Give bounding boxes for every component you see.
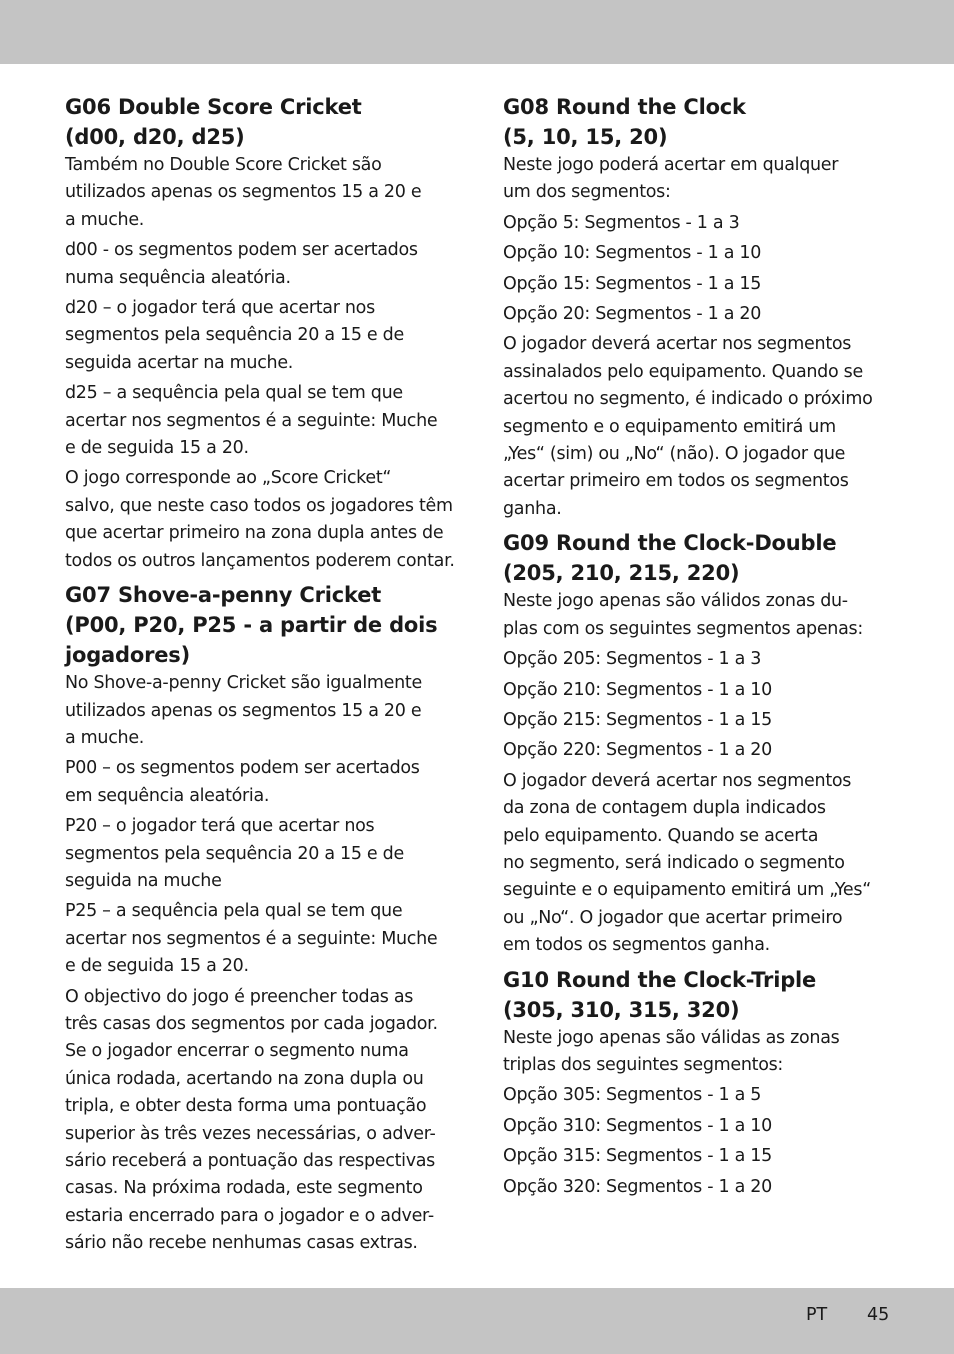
paragraph: P00 – os segmentos podem ser acertados em sequência aleatória. [65, 758, 420, 806]
paragraph: O jogador deverá acertar nos segmentos da zona de contagem dupla indicados pelo equipamento. Quando se acerta no segmento, será indicado o segmento seguinte e o equipamento emitirá um „Yes“ ou „No“. O jogador que acertar primeiro em todos os segmentos ganha. [503, 770, 871, 956]
option-line: Opção 10: Segmentos - 1 a 10 [503, 243, 762, 264]
left-column [65, 92, 457, 1263]
section-g08 [503, 92, 895, 523]
paragraph: O objectivo do jogo é preencher todas as três casas dos segmentos por cada jogador. Se o jogador encerrar o segmento numa única rodada, acertando na zona dupla ou tripla, e obter desta forma uma pontuação superior às três vezes necessárias, o adver- sário receberá a pontuação das respectivas casas. Na próxima rodada, este segmento estaria encerrado para o jogador e o adver- sário não recebe nenhumas casas extras. [65, 986, 438, 1254]
paragraph: No Shove-a-penny Cricket são igualmente utilizados apenas os segmentos 15 a 20 e a muche. [65, 673, 422, 748]
option-line: Opção 315: Segmentos - 1 a 15 [503, 1146, 772, 1167]
option-line: Opção 215: Segmentos - 1 a 15 [503, 709, 772, 730]
paragraph: d25 – a sequência pela qual se tem que acertar nos segmentos é a seguinte: Muche e de seguida 15 a 20. [65, 383, 438, 459]
section-title: G09 Round the Clock-Double (205, 210, 215, 220) [503, 531, 837, 586]
paragraph: O jogo corresponde ao „Score Cricket“ salvo, que neste caso todos os jogadores têm que acertar primeiro na zona dupla antes de todos os outros lançamentos poderem contar. [65, 468, 455, 571]
option-line: Opção 305: Segmentos - 1 a 5 [503, 1085, 762, 1106]
option-line: Opção 220: Segmentos - 1 a 20 [503, 740, 772, 761]
option-line: Opção 15: Segmentos - 1 a 15 [503, 273, 762, 294]
paragraph: O jogador deverá acertar nos segmentos assinalados pelo equipamento. Quando se acertou no segmento, é indicado o próximo segmento e o equipamento emitirá um „Yes“ (sim) ou „No“ (não). O jogador que acertar primeiro em todos os segmentos ganha. [503, 334, 873, 519]
section-g09 [503, 528, 895, 959]
section-title: G10 Round the Clock-Triple (305, 310, 315, 320) [503, 967, 817, 1022]
paragraph: Neste jogo apenas são válidas as zonas triplas dos seguintes segmentos: [503, 1027, 840, 1075]
option-line: Opção 205: Segmentos - 1 a 3 [503, 649, 762, 670]
page-number: 45 [867, 1305, 890, 1325]
header-band [0, 0, 954, 64]
option-line: Opção 210: Segmentos - 1 a 10 [503, 679, 772, 700]
paragraph: P20 – o jogador terá que acertar nos segmentos pela sequência 20 a 15 e de seguida na muche [65, 816, 404, 891]
paragraph: d20 – o jogador terá que acertar nos segmentos pela sequência 20 a 15 e de seguida acertar na muche. [65, 298, 404, 373]
section-g07 [65, 580, 457, 1258]
option-line: Opção 320: Segmentos - 1 a 20 [503, 1176, 772, 1197]
option-line: Opção 5: Segmentos - 1 a 3 [503, 212, 740, 233]
right-column [503, 92, 895, 1206]
paragraph: Também no Double Score Cricket são utilizados apenas os segmentos 15 a 20 e a muche. [65, 155, 422, 230]
section-g10 [503, 965, 895, 1201]
paragraph: Neste jogo poderá acertar em qualquer um dos segmentos: [503, 155, 839, 203]
section-title: G08 Round the Clock (5, 10, 15, 20) [503, 95, 746, 149]
paragraph: Neste jogo apenas são válidos zonas du- plas com os seguintes segmentos apenas: [503, 591, 863, 639]
footer-language: PT [806, 1305, 828, 1325]
section-g06 [65, 92, 457, 575]
option-line: Opção 20: Segmentos - 1 a 20 [503, 304, 762, 325]
paragraph: P25 – a sequência pela qual se tem que acertar nos segmentos é a seguinte: Muche e de seguida 15 a 20. [65, 901, 438, 977]
option-line: Opção 310: Segmentos - 1 a 10 [503, 1115, 772, 1136]
section-title: G06 Double Score Cricket (d00, d20, d25) [65, 95, 362, 149]
paragraph: d00 - os segmentos podem ser acertados numa sequência aleatória. [65, 240, 418, 288]
section-title: G07 Shove-a-penny Cricket (P00, P20, P25 - a partir de dois jogadores) [65, 583, 438, 668]
